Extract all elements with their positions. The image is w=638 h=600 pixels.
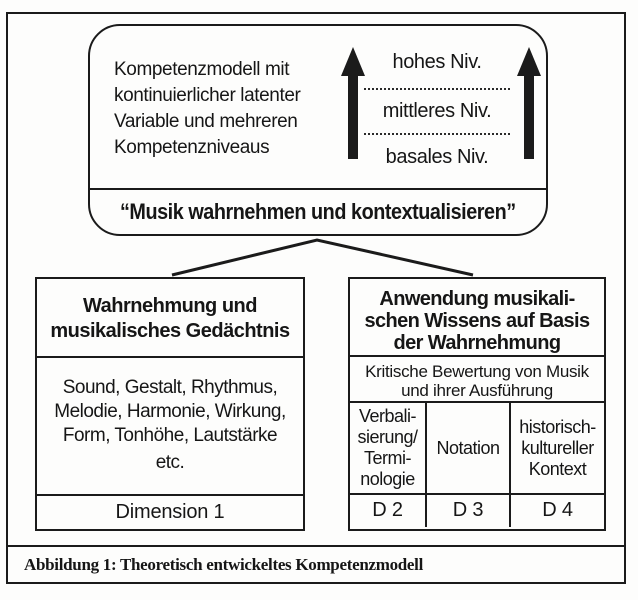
right-box-dimension-row	[350, 495, 604, 527]
model-description-line: Kompetenzmodell mit	[114, 59, 290, 80]
right-box-subtitle	[350, 357, 604, 403]
content-line: etc.	[155, 452, 185, 473]
model-description-line: kontinuierlicher latenter	[114, 85, 301, 106]
title-line: der Wahrnehmung	[393, 332, 561, 354]
level-label-middle: mittleres Niv.	[382, 100, 492, 122]
dimension-3-label: D 3	[427, 495, 511, 527]
model-description-line: Kompetenzniveaus	[114, 137, 270, 158]
level-label-high: hohes Niv.	[392, 51, 482, 73]
column-label-line: historisch-	[519, 416, 596, 437]
column-label-line: Notation	[436, 437, 500, 458]
dimension-1-label: Dimension 1	[115, 501, 225, 523]
column-label-line: Verbali-	[358, 406, 417, 426]
title-line: musikalisches Gedächtnis	[50, 320, 290, 342]
column-notation	[427, 403, 511, 493]
figure-caption-text: Abbildung 1: Theoretisch entwickeltes Kompetenzmodell	[24, 554, 424, 574]
figure-caption-band	[6, 545, 626, 584]
level-divider-dotted-line	[364, 88, 510, 90]
model-quote-text: “Musik wahrnehmen und kontextualisieren”	[120, 199, 516, 224]
arrow-head	[517, 47, 541, 76]
model-description-line: Variable und mehreren	[114, 111, 298, 132]
title-line: schen Wissens auf Basis	[364, 310, 590, 332]
right-box-columns	[350, 403, 604, 495]
arrow-shaft	[524, 75, 534, 159]
column-label-line: Kontext	[528, 458, 587, 479]
right-box-title	[350, 279, 604, 357]
subtitle-line: und ihrer Ausführung	[401, 381, 553, 400]
arrow-shaft	[348, 75, 358, 159]
competence-model-node	[88, 24, 548, 236]
column-verbalisierung	[350, 403, 427, 493]
model-quote-band	[90, 188, 546, 234]
title-line: Anwendung musikali-	[379, 288, 575, 310]
title-line: Wahrnehmung und	[83, 295, 257, 317]
dimension-4-label: D 4	[542, 499, 573, 521]
dimension-2-label: D 2	[350, 495, 427, 527]
connector-lines	[155, 232, 485, 280]
column-label-line: nologie	[360, 469, 415, 489]
dimension-1-content	[37, 358, 303, 496]
column-historisch-kultureller-kontext	[511, 403, 604, 493]
subtitle-line: Kritische Bewertung von Musik	[365, 362, 589, 381]
up-arrow-icon	[517, 47, 541, 159]
dimension-1-box	[35, 277, 305, 531]
content-line: Melodie, Harmonie, Wirkung,	[54, 401, 286, 422]
dimension-1-title	[37, 279, 303, 358]
level-divider-dotted-line	[364, 133, 510, 135]
column-label-line: kultureller	[521, 437, 594, 458]
content-line: Sound, Gestalt, Rhythmus,	[62, 377, 278, 398]
level-label-basic: basales Niv.	[385, 146, 489, 168]
dimensions-2-4-box	[348, 277, 606, 531]
content-line: Form, Tonhöhe, Lautstärke	[62, 425, 278, 446]
column-label-line: Termi-	[364, 448, 411, 468]
model-description	[114, 57, 300, 161]
column-label-line: sierung/	[357, 427, 418, 447]
